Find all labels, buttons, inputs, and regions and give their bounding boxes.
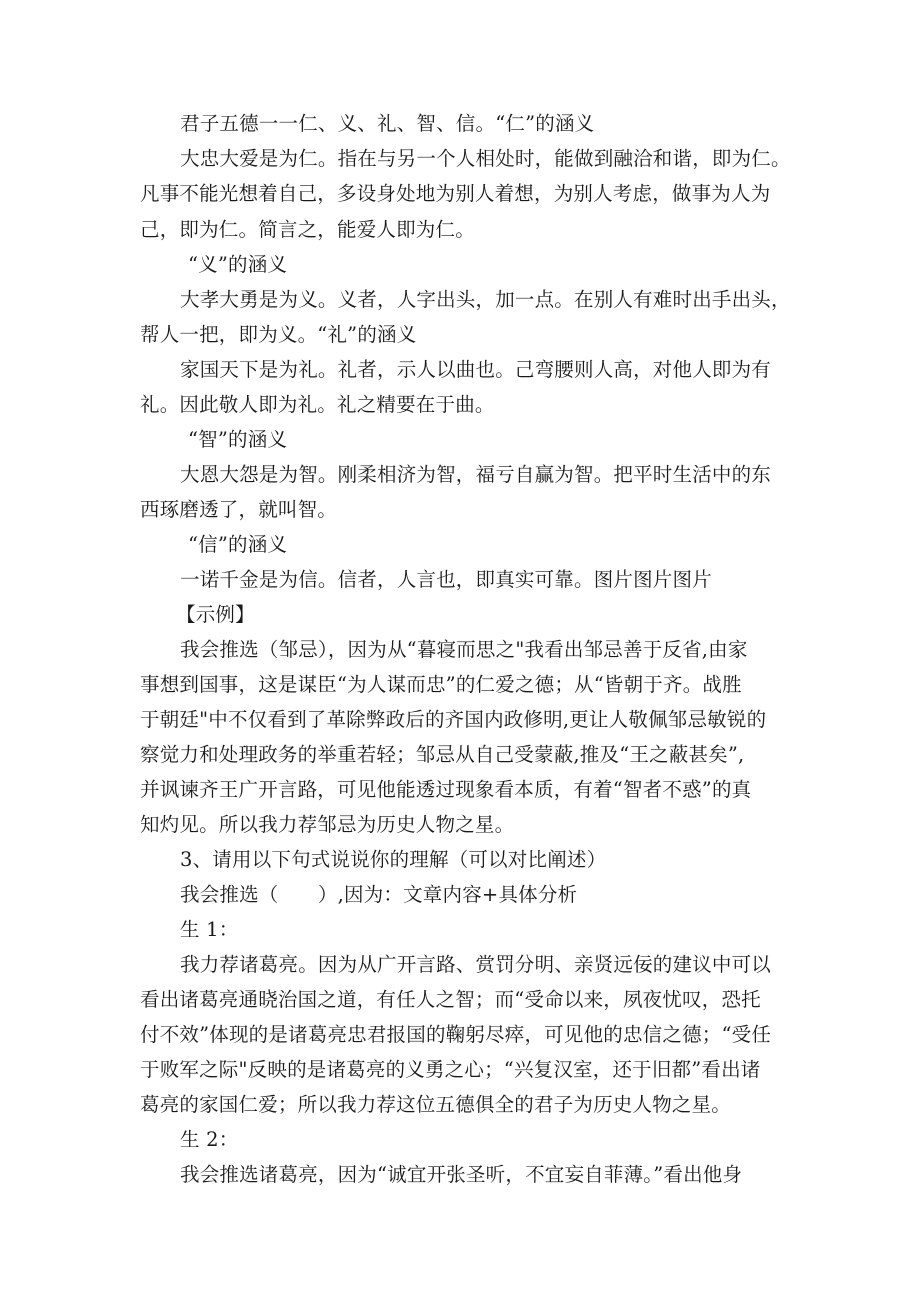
text-line: 于朝廷"中不仅看到了革除弊政后的齐国内政修明,更让人敬佩邹忌敏锐的 — [140, 708, 767, 731]
text-line: “信”的涵义 — [188, 533, 288, 556]
text-line: 礼。因此敬人即为礼。礼之精要在于曲。 — [140, 393, 495, 416]
student-label: 生 2： — [180, 1128, 239, 1151]
text-line: 于败军之际"反映的是诸葛亮的义勇之心；“兴复汉室，还于旧都”看出诸 — [140, 1058, 761, 1081]
text-line: “义”的涵义 — [188, 253, 288, 276]
text-line: 西琢磨透了，就叫智。 — [140, 498, 338, 521]
text-line: 家国天下是为礼。礼者，示人以曲也。己弯腰则人高，对他人即为有 — [180, 358, 772, 381]
text-line: 大孝大勇是为义。义者，人字出头，加一点。在别人有难时出手出头， — [180, 288, 791, 311]
section-heading: 【示例】 — [176, 603, 255, 626]
text-line: 我会推选诸葛亮，因为“诚宜开张圣听，不宜妄自菲薄。”看出他身 — [180, 1163, 743, 1186]
question-line: 3、请用以下句式说说你的理解（可以对比阐述） — [180, 848, 607, 871]
text-line: 葛亮的家国仁爱；所以我力荐这位五德俱全的君子为历史人物之星。 — [140, 1093, 732, 1116]
text-line: 我力荐诸葛亮。因为从广开言路、赏罚分明、亲贤远佞的建议中可以 — [180, 953, 772, 976]
text-line: 付不效”体现的是诸葛亮忠君报国的鞠躬尽瘁，可见他的忠信之德；“受任 — [140, 1023, 772, 1046]
text-line: 我会推选（邹忌），因为从“暮寝而思之"我看出邹忌善于反省,由家 — [180, 638, 748, 661]
student-label: 生 1： — [180, 918, 239, 941]
text-line: “智”的涵义 — [188, 428, 288, 451]
text-line: 己，即为仁。简言之，能爱人即为仁。 — [140, 218, 475, 241]
text-line: 并讽谏齐王广开言路，可见他能透过现象看本质，有着“智者不惑”的真 — [140, 778, 752, 801]
text-line: 事想到国事，这是谋臣“为人谋而忠”的仁爱之德；从“皆朝于齐。战胜 — [140, 673, 742, 696]
text-line: 知灼见。所以我力荐邹忌为历史人物之星。 — [140, 813, 515, 836]
text-line: 帮人一把，即为义。“礼”的涵义 — [140, 323, 417, 346]
text-line: 看出诸葛亮通晓治国之道，有任人之智；而“受命以来，夙夜忧叹，恐托 — [140, 988, 761, 1011]
text-line: 大忠大爱是为仁。指在与另一个人相处时，能做到融洽和谐，即为仁。 — [180, 147, 791, 170]
text-line: 我会推选（ ）,因为：文章内容+具体分析 — [180, 883, 578, 906]
text-line: 凡事不能光想着自己，多设身处地为别人着想，为别人考虑，做事为人为 — [140, 182, 771, 205]
text-line: 大恩大怨是为智。刚柔相济为智，福亏自赢为智。把平时生活中的东 — [180, 463, 772, 486]
text-line: 察觉力和处理政务的举重若轻；邹忌从自己受蒙蔽,推及“王之蔽甚矣”, — [140, 743, 745, 766]
text-line: 一诺千金是为信。信者，人言也，即真实可靠。图片图片图片 — [180, 568, 712, 591]
text-line: 君子五德一一仁、义、礼、智、信。“仁”的涵义 — [180, 112, 595, 135]
